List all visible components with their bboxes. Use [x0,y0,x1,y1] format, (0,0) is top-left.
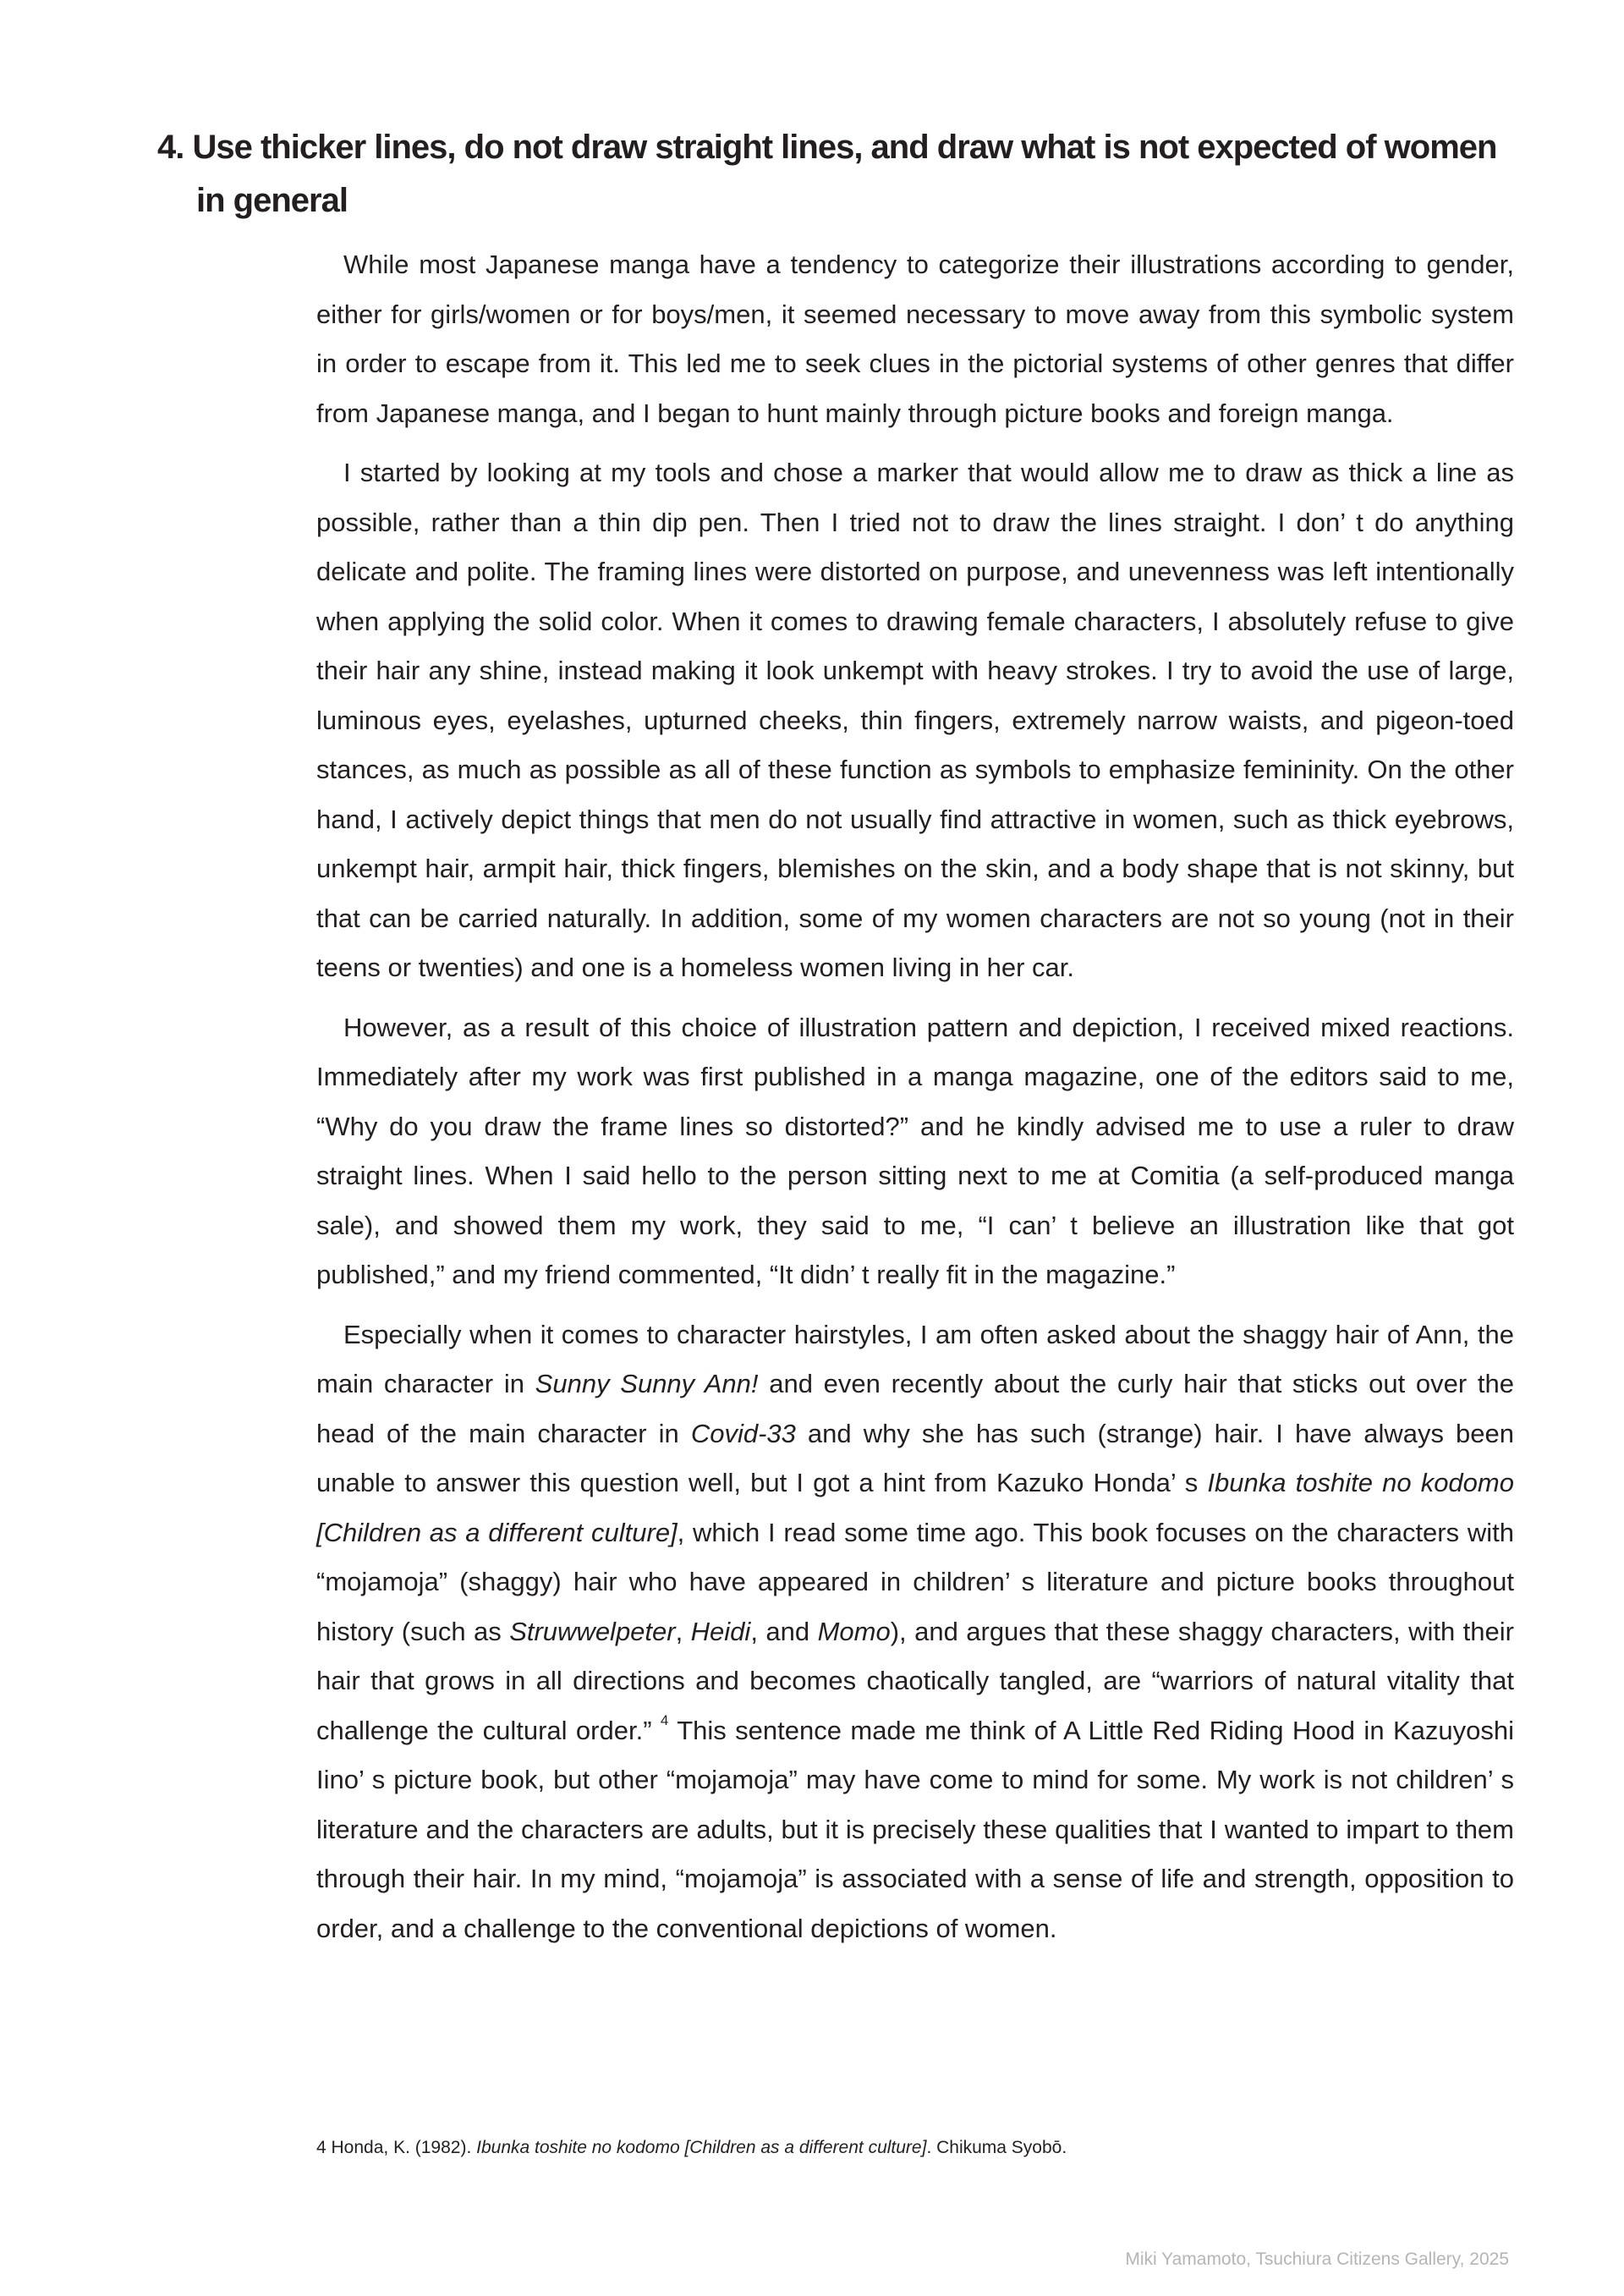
text-run: This sentence made me think of A Little Red Riding Hood in Kazuyoshi Iino’ s picture book, but other “mojamoja” may have come to mind for some. My work is not children’ s literature and the characters are adults, but it is precisely these qualities that I wanted to impart to them through their hair. In my mind, “mojamoja” is associated with a sense of life and strength, opposition to order, and a challenge to the conventional depictions of women. [316,1715,1514,1943]
paragraph [316,1310,1514,1954]
italic-title: Ibunka toshite no kodomo [Children as a different culture] [316,1468,1514,1547]
text-run: . Chikuma Syobō. [926,2138,1067,2157]
italic-title: Struwwelpeter [509,1616,676,1646]
text-run: 4 Honda, K. (1982). [316,2138,477,2157]
text-run: I started by looking at my tools and chose a marker that would allow me to draw as thick a line as possible, rather than a thin dip pen. Then I tried not to draw the lines straight. I don’ t do anything delicate and polite. The framing lines were distorted on purpose, and unevenness was left intentionally when applying the solid color. When it comes to drawing female characters, I absolutely refuse to give their hair any shine, instead making it look unkempt with heavy strokes. I try to avoid the use of large, luminous eyes, eyelashes, upturned cheeks, thin fingers, extremely narrow waists, and pigeon-toed stances, as much as possible as all of these function as symbols to emphasize femininity. On the other hand, I actively depict things that men do not usually find attractive in women, such as thick eyebrows, unkempt hair, armpit hair, thick fingers, blemishes on the skin, and a body shape that is not skinny, but that can be carried naturally. In addition, some of my women characters are not so young (not in their teens or twenties) and one is a homeless women living in her car. [316,458,1514,982]
italic-title: Sunny Sunny Ann! [535,1369,759,1398]
italic-title: Heidi [690,1616,751,1646]
text-run: and even recently about the curly hair that sticks out over the head of the main character in [316,1369,1514,1448]
text-run: ), and argues that these shaggy characters, with their hair that grows in all directions and becomes chaotically tangled, are “warriors of natural vitality that challenge the cultural order.” [316,1616,1514,1745]
italic-title: Momo [817,1616,891,1646]
paragraph [316,448,1514,993]
footnote [316,2135,1514,2161]
text-run: , and [750,1616,818,1646]
page-footer-credit: Miki Yamamoto, Tsuchiura Citizens Gallery, 2025 [1125,2249,1509,2269]
text-run: , [675,1616,691,1646]
text-run: Especially when it comes to character hairstyles, I am often asked about the shaggy hair of Ann, the main character in [316,1319,1514,1398]
italic-title: Covid-33 [690,1418,796,1448]
section-heading: 4. Use thicker lines, do not draw straight lines, and draw what is not expected of women in general [157,129,1497,219]
footnote-marker: 4 [660,1711,669,1728]
paragraph [316,1003,1514,1300]
text-run: , which I read some time ago. This book focuses on the characters with “mojamoja” (shaggy) hair who have appeared in children’ s literature and picture books throughout history (such as [316,1517,1514,1646]
article-body [316,240,1514,1964]
italic-title: Ibunka toshite no kodomo [Children as a different culture] [476,2138,927,2157]
text-run: and why she has such (strange) hair. I have always been unable to answer this question well, but I got a hint from Kazuko Honda’ s [316,1418,1514,1497]
text-run: While most Japanese manga have a tendency to categorize their illustrations according to gender, either for girls/women or for boys/men, it seemed necessary to move away from this symbolic system in order to escape from it. This led me to seek clues in the pictorial systems of other genres that differ from Japanese manga, and I began to hunt mainly through picture books and foreign manga. [316,250,1514,428]
text-run: However, as a result of this choice of illustration pattern and depiction, I received mixed reactions. Immediately after my work was first published in a manga magazine, one of the editors said to me, “Why do you draw the frame lines so distorted?” and he kindly advised me to use a ruler to draw straight lines. When I said hello to the person sitting next to me at Comitia (a self-produced manga sale), and showed them my work, they said to me, “I can’ t believe an illustration like that got published,” and my friend commented, “It didn’ t really fit in the magazine.” [316,1012,1514,1289]
paragraph [316,240,1514,438]
